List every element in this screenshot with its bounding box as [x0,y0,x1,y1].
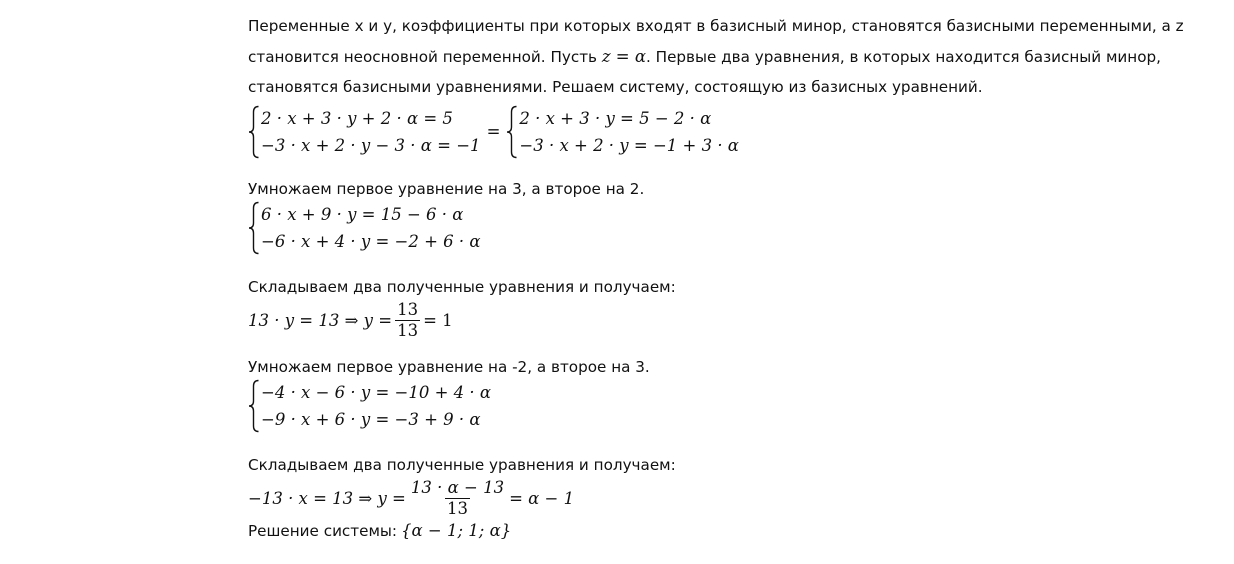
step2-system [248,379,1218,433]
sum1-prefix: 13 · y = 13 ⇒ y = [248,311,393,330]
sum2-suffix: = α − 1 [509,489,575,508]
step2-row-2: −9 · x + 6 · y = −3 + 9 · α [261,409,481,429]
left-brace-icon [506,105,518,159]
left-brace-icon [248,201,260,255]
intro-text-2: . Первые два уравнения, в которых находится базисный минор, становятся базисными уравнениями. Решаем систему, состоящую из базисных уравнений. [248,47,1161,96]
step2-row-1: −4 · x − 6 · y = −10 + 4 · α [261,382,492,402]
system-right [506,105,739,159]
sum2-text: Складываем два полученные уравнения и получаем: [248,455,676,474]
intro-text-1: Переменные x и y, коэффициенты при которых входят в базисный минор, становятся базисными переменными, а z становится неосновной переменной. Пусть [248,17,1184,66]
intro-paragraph [248,11,1218,103]
sum1-fraction [395,300,420,341]
solution-line [248,521,1218,541]
step1-system [248,201,1218,255]
step1-row-1: 6 · x + 9 · y = 15 − 6 · α [261,204,464,224]
solution-label: Решение системы: [248,521,398,540]
system1-left-row-2: −3 · x + 2 · y − 3 · α = −1 [261,136,481,155]
assign-formula: z = α [601,46,646,66]
basis-system-equation [248,104,1218,161]
step1-row-2: −6 · x + 4 · y = −2 + 6 · α [261,231,481,251]
solution-value: {α − 1; 1; α} [401,520,512,540]
left-brace-icon [248,105,260,159]
left-brace-icon [248,379,260,433]
sum2-equation [248,477,1218,521]
system1-right-row-1: 2 · x + 3 · y = 5 − 2 · α [519,109,712,128]
sum1-numerator: 13 [397,300,419,319]
sum2-prefix: −13 · x = 13 ⇒ y = [248,489,406,508]
step1-text: Умножаем первое уравнение на 3, а второе на 2. [248,179,645,198]
sum2-denominator: 13 [446,499,468,518]
sum1-suffix: = 1 [423,311,453,330]
sum1-denominator: 13 [397,321,419,340]
system1-right-row-2: −3 · x + 2 · y = −1 + 3 · α [519,136,739,155]
step2-text: Умножаем первое уравнение на -2, а второе на 3. [248,357,650,376]
system-left [248,105,481,159]
sum2-numerator: 13 · α − 13 [410,478,505,497]
sum1-equation [248,299,1218,343]
system-equals-sign: = [486,122,501,141]
sum2-fraction [409,478,506,519]
solution-document [248,11,1218,541]
sum1-text: Складываем два полученные уравнения и получаем: [248,277,676,296]
system1-left-row-1: 2 · x + 3 · y + 2 · α = 5 [261,109,453,128]
